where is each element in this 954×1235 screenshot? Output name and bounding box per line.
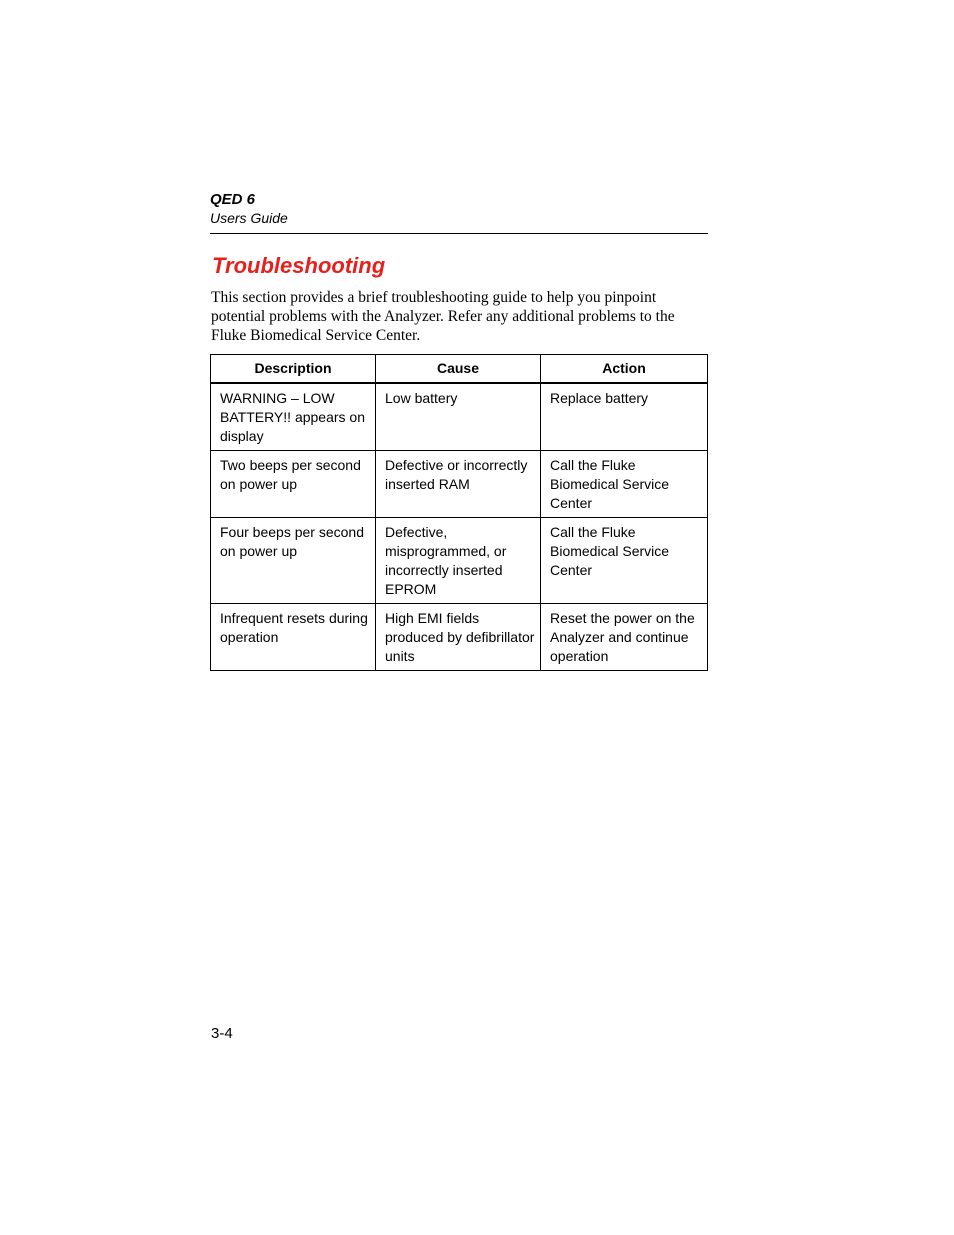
- action-cell: Call the Fluke Biomedical Service Center: [541, 451, 708, 518]
- table-row: [211, 518, 708, 604]
- column-header-cause: Cause: [376, 355, 541, 384]
- intro-paragraph: This section provides a brief troubleshooting guide to help you pinpoint potential problems with the Analyzer. Refer any additional problems to the Fluke Biomedical Service Center.: [211, 289, 675, 344]
- cause-cell: Defective, misprogrammed, or incorrectly inserted EPROM: [376, 518, 541, 604]
- description-cell: Two beeps per second on power up: [211, 451, 376, 518]
- table-header-row: [211, 355, 708, 384]
- cause-cell: Low battery: [376, 383, 541, 451]
- column-header-description: Description: [211, 355, 376, 384]
- cause-cell: Defective or incorrectly inserted RAM: [376, 451, 541, 518]
- description-cell: Four beeps per second on power up: [211, 518, 376, 604]
- column-header-action: Action: [541, 355, 708, 384]
- page-number: 3-4: [211, 1025, 233, 1042]
- table-row: [211, 451, 708, 518]
- action-cell: Reset the power on the Analyzer and continue operation: [541, 604, 708, 671]
- section-heading: Troubleshooting: [212, 253, 386, 278]
- document-title: QED 6: [210, 191, 256, 208]
- description-cell: Infrequent resets during operation: [211, 604, 376, 671]
- action-cell: Call the Fluke Biomedical Service Center: [541, 518, 708, 604]
- document-subtitle: Users Guide: [210, 210, 288, 226]
- action-cell: Replace battery: [541, 383, 708, 451]
- running-header: [210, 191, 708, 234]
- table-row: [211, 383, 708, 451]
- cause-cell: High EMI fields produced by defibrillator units: [376, 604, 541, 671]
- table-row: [211, 604, 708, 671]
- description-cell: WARNING – LOW BATTERY!! appears on display: [211, 383, 376, 451]
- troubleshooting-table: [210, 354, 708, 671]
